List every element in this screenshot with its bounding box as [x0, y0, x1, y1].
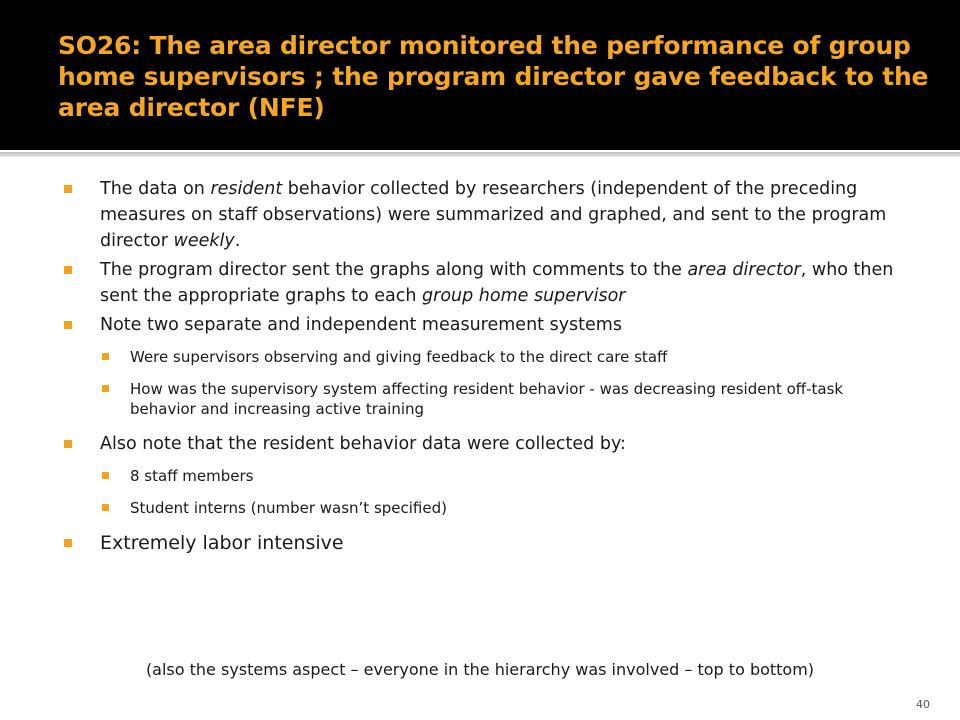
slide-title: SO26: The area director monitored the performance of group home supervisors ; the program director gave feedback to the area director (NFE) [58, 31, 929, 122]
sub-bullet-item [60, 498, 900, 518]
sub-bullet-item [60, 466, 900, 486]
square-bullet-icon [102, 385, 109, 392]
bullet-item [60, 257, 900, 309]
square-bullet-icon [64, 266, 72, 274]
bullet-item [60, 530, 900, 556]
square-bullet-icon [102, 472, 109, 479]
sub-bullet-item [60, 347, 900, 367]
square-bullet-icon [64, 440, 72, 448]
bullet-text: . [234, 231, 241, 251]
bullet-text: Note two separate and independent measurement systems [100, 315, 622, 335]
footer-note: (also the systems aspect – everyone in the hierarchy was involved – top to bottom) [145, 660, 815, 679]
bullet-item [60, 312, 900, 338]
bullet-text: behavior collected by researchers (independent of the preceding measures on staff observations) were summarized and graphed, and sent to the program director [100, 179, 887, 251]
square-bullet-icon [64, 539, 72, 547]
bullet-text: The data on [100, 179, 211, 199]
title-divider [0, 152, 960, 157]
square-bullet-icon [102, 504, 109, 511]
bullet-item [60, 431, 900, 457]
emphasis-text: group home supervisor [422, 286, 626, 306]
sub-bullet-text: How was the supervisory system affecting resident behavior - was decreasing resident off-task behavior and increasing active training [130, 380, 844, 418]
bullet-text: Extremely labor intensive [100, 532, 344, 554]
page-number: 40 [916, 698, 930, 711]
emphasis-text: resident [210, 179, 283, 199]
square-bullet-icon [64, 321, 72, 329]
sub-bullet-item [60, 379, 900, 419]
sub-bullet-text: Student interns (number wasn’t specified) [130, 499, 447, 517]
sub-bullet-text: 8 staff members [130, 467, 254, 485]
emphasis-text: weekly [173, 231, 235, 251]
emphasis-text: area director [687, 260, 801, 280]
bullet-item [60, 176, 900, 254]
square-bullet-icon [64, 185, 72, 193]
sub-bullet-text: Were supervisors observing and giving feedback to the direct care staff [130, 348, 668, 366]
square-bullet-icon [102, 353, 109, 360]
bullet-text: The program director sent the graphs along with comments to the [100, 260, 688, 280]
bullet-text: , who then sent the appropriate graphs to each [100, 260, 894, 306]
bullet-list [60, 176, 900, 559]
bullet-text: Also note that the resident behavior data were collected by: [100, 434, 626, 454]
